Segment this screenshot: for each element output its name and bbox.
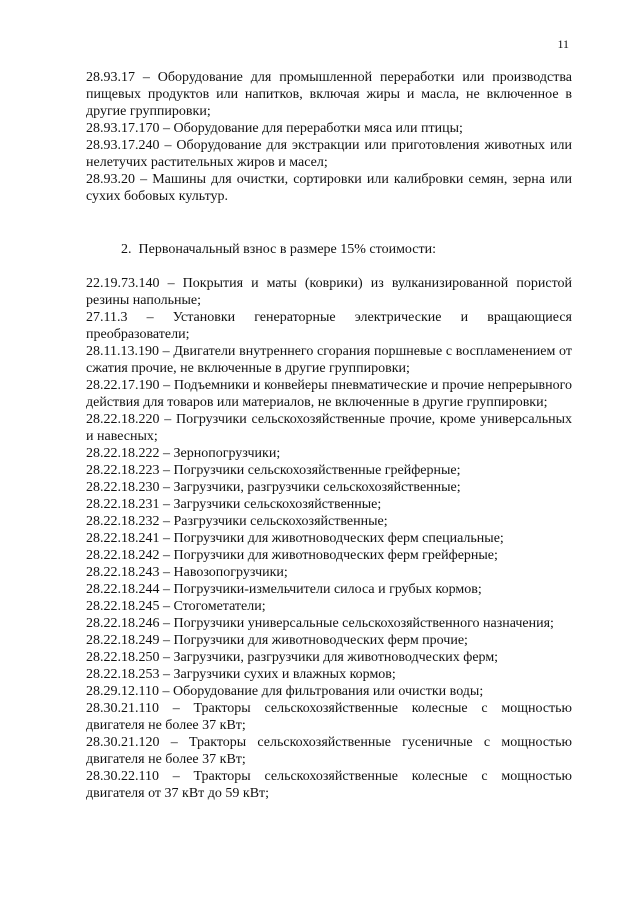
- entries-list: [86, 275, 572, 802]
- list-item: 28.22.17.190 – Подъемники и конвейеры пневматические и прочие непрерывного действия для товаров или материалов, не включенные в другие группировки;: [86, 378, 572, 410]
- top-entries-block: [86, 69, 572, 205]
- list-item: 28.22.18.222 – Зернопогрузчики;: [86, 446, 281, 461]
- section-title: Первоначальный взнос в размере 15% стоимости:: [138, 242, 436, 257]
- list-item: 28.30.21.110 – Тракторы сельскохозяйственные колесные с мощностью двигателя не более 37 кВт;: [86, 701, 572, 733]
- entry-28-93-17: 28.93.17 – Оборудование для промышленной переработки или производства пищевых продуктов или напитков, включая жиры и масла, не включенное в другие группировки;: [86, 70, 572, 119]
- list-item: 28.22.18.231 – Загрузчики сельскохозяйственные;: [86, 497, 382, 512]
- list-item: 28.22.18.253 – Загрузчики сухих и влажных кормов;: [86, 667, 396, 682]
- list-item: 28.29.12.110 – Оборудование для фильтрования или очистки воды;: [86, 684, 484, 699]
- list-item: 28.30.22.110 – Тракторы сельскохозяйственные колесные с мощностью двигателя от 37 кВт до 59 кВт;: [86, 769, 572, 801]
- list-item: 28.30.21.120 – Тракторы сельскохозяйственные гусеничные с мощностью двигателя не более 37 кВт;: [86, 735, 572, 767]
- list-item: 28.22.18.220 – Погрузчики сельскохозяйственные прочие, кроме универсальных и навесных;: [86, 412, 572, 444]
- entry-28-93-20: 28.93.20 – Машины для очистки, сортировки или калибровки семян, зерна или сухих бобовых культур.: [86, 172, 572, 204]
- list-item: 28.22.18.249 – Погрузчики для животноводческих ферм прочие;: [86, 633, 468, 648]
- list-item: 22.19.73.140 – Покрытия и маты (коврики) из вулканизированной пористой резины напольные;: [86, 276, 572, 308]
- list-item: 28.22.18.250 – Загрузчики, разгрузчики для животноводческих ферм;: [86, 650, 499, 665]
- list-item: 28.22.18.242 – Погрузчики для животноводческих ферм грейферные;: [86, 548, 498, 563]
- list-item: 28.11.13.190 – Двигатели внутреннего сгорания поршневые с воспламенением от сжатия прочие, не включенные в другие группировки;: [86, 344, 572, 376]
- list-item: 28.22.18.244 – Погрузчики-измельчители силоса и грубых кормов;: [86, 582, 482, 597]
- section-number: 2.: [121, 242, 132, 257]
- entry-28-93-17-170: 28.93.17.170 – Оборудование для переработки мяса или птицы;: [86, 121, 463, 136]
- list-item: 28.22.18.230 – Загрузчики, разгрузчики сельскохозяйственные;: [86, 480, 461, 495]
- list-item: 28.22.18.243 – Навозопогрузчики;: [86, 565, 288, 580]
- list-item: 28.22.18.245 – Стогометатели;: [86, 599, 266, 614]
- page-number: 11: [557, 37, 569, 51]
- list-item: 28.22.18.241 – Погрузчики для животноводческих ферм специальные;: [86, 531, 504, 546]
- list-item: 28.22.18.246 – Погрузчики универсальные сельскохозяйственного назначения;: [86, 616, 554, 631]
- entry-28-93-17-240: 28.93.17.240 – Оборудование для экстракции или приготовления животных или нелетучих растительных жиров и масел;: [86, 138, 572, 170]
- list-item: 27.11.3 – Установки генераторные электрические и вращающиеся преобразователи;: [86, 310, 572, 342]
- list-item: 28.22.18.223 – Погрузчики сельскохозяйственные грейферные;: [86, 463, 461, 478]
- section-heading: [121, 241, 436, 258]
- list-item: 28.22.18.232 – Разгрузчики сельскохозяйственные;: [86, 514, 388, 529]
